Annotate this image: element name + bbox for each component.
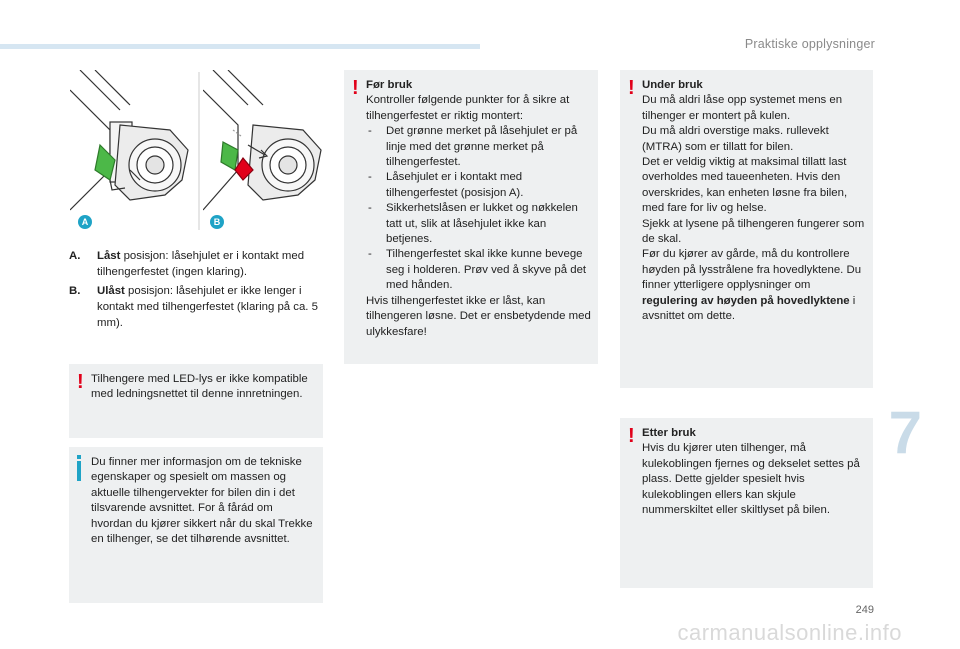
figure-divider [198,72,200,230]
before-use-bullet: - Det grønne merket på låsehjulet er på linje med det grønne merket på tilhengerfestet. [366,124,592,170]
page-number: 249 [855,604,874,616]
definition-letter: A. [69,250,81,262]
before-use-bullet: - Sikkerhetslåsen er lukket og nøkkelen tatt ut, slik at låsehjulet ikke kan betjenes. [366,201,592,247]
during-use-content [642,78,867,325]
info-icon [77,461,81,481]
illustration-locked [70,70,192,232]
after-use-box [620,418,873,588]
definition-b [69,283,329,331]
headlamp-adjustment-reference: regulering av høyden på hovedlyktene [642,294,850,307]
definition-a [69,248,329,280]
definition-term: Ulåst [97,285,125,297]
during-use-title: Under bruk [642,79,703,91]
info-box [69,447,323,603]
info-icon-dot [77,455,81,459]
warning-icon: ! [628,77,635,99]
label-a-badge: A [78,215,92,229]
before-use-title: Før bruk [366,79,413,91]
definition-text: posisjon: låsehjulet er ikke lenger i kontakt med tilhengerfestet (klaring på ca. 5 mm). [97,285,318,329]
tow-bar-locked-drawing [70,70,192,232]
during-use-p5-pre: Før du kjører av gårde, må du kontrollere høyden på lysstrålene fra hovedlyktene. Du finner ytterligere opplysninger om [642,248,862,292]
watermark: carmanualsonline.info [677,620,902,645]
before-use-bullet: - Tilhengerfestet skal ikke kunne bevege seg i holderen. Prøv ved å skyve på det med hånden. [366,247,592,293]
tow-bar-unlocked-drawing [203,70,325,232]
before-use-box [344,70,598,364]
after-use-text: Hvis du kjører uten tilhenger, må kulekoblingen fjernes og dekselet settes på plass. Dette gjelder spesielt hvis kulekoblingen ellers kan skjule nummerskiltet eller skiltlyset på bilen. [642,442,860,517]
section-title: Praktiske opplysninger [744,37,875,51]
led-warning-text: Tilhengere med LED-lys er ikke kompatible med ledningsnettet til denne innretningen. [91,373,308,401]
definition-term: Låst [97,250,121,262]
label-b-badge: B [210,215,224,229]
led-warning-box [69,364,323,438]
during-use-paragraph: Det er veldig viktig at maksimal tillatt last overholdes med taueenheten. Hvis den overskrides, kan enheten løsne fra bilen, med fare for liv og helse. [642,156,848,215]
after-use-title: Etter bruk [642,427,696,439]
warning-icon: ! [77,371,84,393]
before-use-bullet: - Låsehjulet er i kontakt med tilhengerfestet (posisjon A). [366,170,592,201]
before-use-intro: Kontroller følgende punkter for å sikre at tilhengerfestet er riktig montert: [366,94,570,122]
definition-letter: B. [69,285,81,297]
during-use-paragraph: Du må aldri låse opp systemet mens en tilhenger er montert på kulen. [642,94,843,122]
header-bar [0,44,480,49]
during-use-paragraph: Du må aldri overstige maks. rullevekt (MTRA) som er tillatt for bilen. [642,125,829,153]
info-text: Du finner mer informasjon om de tekniske egenskaper og spesielt om massen og aktuelle tilhengervekter for bilen din i det tilsvarende avsnittet. For å fårád om hvordan du kjører sikkert når du skal Trekke en tilhenger, se det tilhørende avsnittet. [91,456,313,546]
during-use-paragraph: Sjekk at lysene på tilhengeren fungerer som de skal. [642,217,865,246]
chapter-number: 7 [888,399,922,466]
during-use-p5-post: i avsnittet om dette. [642,294,856,323]
warning-icon: ! [352,77,359,99]
before-use-content [366,78,592,340]
position-definitions [69,248,329,334]
definition-text: posisjon: låsehjulet er i kontakt med tilhengerfestet (ingen klaring). [97,250,305,278]
before-use-outro: Hvis tilhengerfestet ikke er låst, kan tilhengeren løsne. Det er ensbetydende med ulykkesfare! [366,294,591,338]
during-use-paragraph [642,247,867,324]
illustration-unlocked [203,70,325,232]
during-use-box [620,70,873,388]
warning-icon: ! [628,425,635,447]
after-use-content [642,426,867,518]
